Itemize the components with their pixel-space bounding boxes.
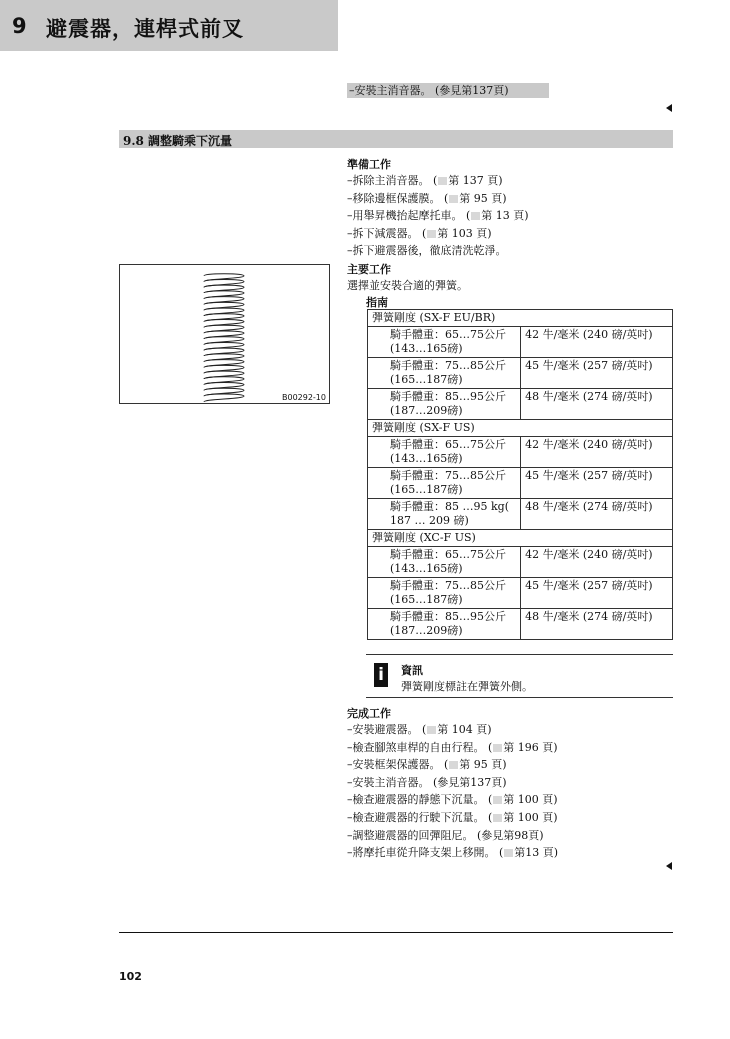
spring-coil <box>204 348 244 356</box>
table-row <box>368 437 673 468</box>
spring-coil <box>204 302 244 310</box>
spring-coil <box>204 320 244 328</box>
step-item <box>347 739 558 757</box>
step-text: –安裝框架保護器。 ( <box>347 758 449 772</box>
previous-section-step: –安裝主消音器。 (參見第137頁) <box>347 83 549 98</box>
main-work-block <box>347 262 468 295</box>
page-reference-link[interactable]: 第 137 頁) <box>448 174 503 187</box>
page-reference-link[interactable]: 第 95 頁) <box>459 758 507 772</box>
rider-weight-cell <box>368 609 521 640</box>
step-item <box>347 172 529 190</box>
rider-weight-metric: 騎手體重：85…95公斤 <box>390 390 506 403</box>
spring-coil <box>204 314 244 322</box>
rider-weight-imperial: (143…165磅) <box>390 452 463 465</box>
spring-coil <box>204 371 244 379</box>
step-text: –將摩托車從升降支架上移開。 ( <box>347 846 504 860</box>
page-reference-icon <box>504 849 513 857</box>
step-text: –檢查避震器的行駛下沉量。 ( <box>347 810 493 824</box>
spring-coil <box>204 354 244 362</box>
chapter-title: 避震器，連桿式前叉 <box>46 17 244 41</box>
preparation-steps <box>347 172 529 260</box>
spring-coil <box>204 383 244 391</box>
step-item <box>347 756 558 774</box>
table-row <box>368 389 673 420</box>
spring-coil <box>204 394 244 402</box>
spring-coil <box>204 331 244 339</box>
spring-coil <box>204 342 244 350</box>
table-row <box>368 578 673 609</box>
rider-weight-metric: 騎手體重：65…75公斤 <box>390 328 506 341</box>
page-reference-link[interactable]: 第 100 頁) <box>503 810 558 824</box>
page-reference-link[interactable]: 第 95 頁) <box>459 191 507 205</box>
main-work-text: 選擇並安裝合適的彈簧。 <box>347 279 468 292</box>
step-item <box>347 225 529 243</box>
spring-coil <box>204 388 244 396</box>
step-text: –安裝避震器。 ( <box>347 723 427 736</box>
spring-coil <box>204 325 244 333</box>
page-reference-link[interactable]: 第 103 頁) <box>437 226 492 240</box>
page-reference-icon <box>449 195 458 203</box>
step-text: –安裝主消音器。 (參見第137頁) <box>347 775 507 789</box>
rider-weight-imperial: (187…209磅) <box>390 624 463 637</box>
info-box <box>366 654 673 698</box>
finishing-block <box>347 706 558 862</box>
page-reference-link[interactable]: 第13 頁) <box>514 846 559 860</box>
spring-rate-cell: 48 牛/毫米 (274 磅/英吋) <box>521 499 673 530</box>
info-title: 資訊 <box>401 664 423 677</box>
page-number: 102 <box>119 970 142 983</box>
spring-coil <box>204 285 244 293</box>
page-reference-icon <box>493 796 502 804</box>
table-group-row <box>368 420 673 437</box>
step-text: –檢查避震器的靜態下沉量。 ( <box>347 793 493 807</box>
rider-weight-metric: 騎手體重：65…75公斤 <box>390 438 506 451</box>
finishing-heading: 完成工作 <box>347 707 391 720</box>
step-text: –拆除主消音器。 ( <box>347 174 438 187</box>
page-reference-link[interactable]: 第 100 頁) <box>503 793 558 807</box>
spring-coil <box>204 337 244 345</box>
rider-weight-cell <box>368 578 521 609</box>
rider-weight-metric: 騎手體重：75…85公斤 <box>390 579 506 592</box>
step-text: –用舉昇機抬起摩托車。 ( <box>347 209 471 223</box>
spring-coil <box>204 291 244 299</box>
spring-rate-table <box>367 309 673 640</box>
end-marker-icon <box>666 104 672 112</box>
table-group-row <box>368 530 673 547</box>
step-text: –檢查腳煞車桿的自由行程。 ( <box>347 740 493 754</box>
spring-coil <box>204 274 244 282</box>
step-item <box>347 791 558 809</box>
preparation-heading: 準備工作 <box>347 158 391 171</box>
spring-rate-cell: 48 牛/毫米 (274 磅/英吋) <box>521 389 673 420</box>
table-row <box>368 358 673 389</box>
step-item <box>347 207 529 225</box>
rider-weight-cell <box>368 437 521 468</box>
finishing-steps <box>347 721 558 862</box>
section-title: 9.8 調整騎乘下沉量 <box>123 134 233 148</box>
main-work-heading: 主要工作 <box>347 263 391 276</box>
rider-weight-cell <box>368 358 521 389</box>
preparation-block <box>347 157 529 260</box>
chapter-header <box>0 0 338 51</box>
group-title: 彈簧剛度 (SX-F EU/BR) <box>368 310 673 327</box>
rider-weight-metric: 騎手體重：75…85公斤 <box>390 469 506 482</box>
page-reference-icon <box>449 761 458 769</box>
page-reference-link[interactable]: 第 196 頁) <box>503 740 558 754</box>
step-item <box>347 809 558 827</box>
spring-coil <box>204 308 244 316</box>
rider-weight-metric: 騎手體重：75…85公斤 <box>390 359 506 372</box>
spring-figure <box>119 264 330 404</box>
page-reference-icon <box>471 212 480 220</box>
spring-coil <box>204 360 244 368</box>
spring-rate-cell: 48 牛/毫米 (274 磅/英吋) <box>521 609 673 640</box>
table-row <box>368 547 673 578</box>
chapter-number: 9 <box>12 14 27 38</box>
spring-rate-cell: 45 牛/毫米 (257 磅/英吋) <box>521 468 673 499</box>
rider-weight-imperial: (165…187磅) <box>390 593 463 606</box>
page-reference-icon <box>493 814 502 822</box>
spring-coil <box>204 297 244 305</box>
table-row <box>368 609 673 640</box>
spring-coil <box>204 279 244 287</box>
rider-weight-metric: 騎手體重：85 …95 kg( <box>390 500 509 513</box>
step-text: –調整避震器的回彈阻尼。 (參見第98頁) <box>347 828 544 842</box>
table-row <box>368 327 673 358</box>
rider-weight-cell <box>368 499 521 530</box>
table-row <box>368 468 673 499</box>
spring-coil <box>204 377 244 385</box>
rider-weight-cell <box>368 547 521 578</box>
step-text: –拆下減震器。 ( <box>347 226 427 240</box>
rider-weight-cell <box>368 327 521 358</box>
figure-code: B00292-10 <box>281 393 326 402</box>
footer-rule <box>119 932 673 933</box>
rider-weight-metric: 騎手體重：65…75公斤 <box>390 548 506 561</box>
rider-weight-imperial: (165…187磅) <box>390 373 463 386</box>
page-reference-icon <box>493 744 502 752</box>
step-item <box>347 242 529 260</box>
table-row <box>368 499 673 530</box>
step-text: –移除邊框保護膜。 ( <box>347 191 449 205</box>
info-icon: i <box>374 663 388 687</box>
spring-rate-cell: 45 牛/毫米 (257 磅/英吋) <box>521 578 673 609</box>
info-text: 彈簧剛度標註在彈簧外側。 <box>401 680 533 693</box>
step-item <box>347 774 558 792</box>
rider-weight-imperial: (165…187磅) <box>390 483 463 496</box>
step-item <box>347 844 558 862</box>
group-title: 彈簧剛度 (SX-F US) <box>368 420 673 437</box>
page-reference-icon <box>427 230 436 238</box>
group-title: 彈簧剛度 (XC-F US) <box>368 530 673 547</box>
page-reference-icon <box>427 726 436 734</box>
page-reference-icon <box>438 177 447 185</box>
end-marker-icon <box>666 862 672 870</box>
spring-rate-cell: 45 牛/毫米 (257 磅/英吋) <box>521 358 673 389</box>
step-item <box>347 190 529 208</box>
rider-weight-imperial: (143…165磅) <box>390 562 463 575</box>
step-text: –拆下避震器後，徹底清洗乾淨。 <box>347 244 507 258</box>
spring-illustration <box>120 265 329 403</box>
section-header <box>119 130 673 148</box>
spring-rate-cell: 42 牛/毫米 (240 磅/英吋) <box>521 437 673 468</box>
rider-weight-metric: 騎手體重：85…95公斤 <box>390 610 506 623</box>
guide-label: 指南 <box>366 296 388 309</box>
spring-coil <box>204 365 244 373</box>
rider-weight-cell <box>368 389 521 420</box>
spring-rate-cell: 42 牛/毫米 (240 磅/英吋) <box>521 547 673 578</box>
rider-weight-imperial: 187 … 209 磅) <box>390 514 469 527</box>
step-item <box>347 827 558 845</box>
table-group-row <box>368 310 673 327</box>
spring-rate-cell: 42 牛/毫米 (240 磅/英吋) <box>521 327 673 358</box>
page-reference-link[interactable]: 第 104 頁) <box>437 723 492 736</box>
rider-weight-imperial: (143…165磅) <box>390 342 463 355</box>
rider-weight-imperial: (187…209磅) <box>390 404 463 417</box>
page-reference-link[interactable]: 第 13 頁) <box>481 209 529 223</box>
rider-weight-cell <box>368 468 521 499</box>
step-item <box>347 721 558 739</box>
